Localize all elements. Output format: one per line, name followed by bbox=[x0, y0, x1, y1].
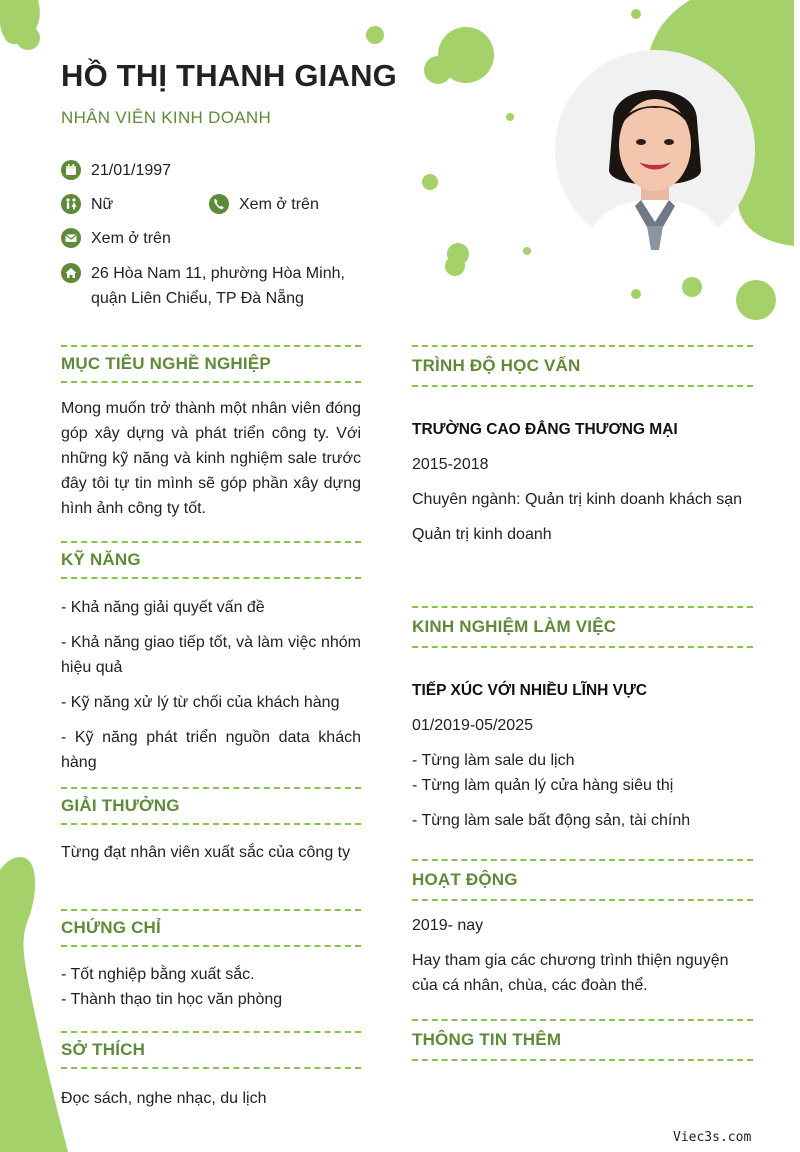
home-icon bbox=[61, 263, 81, 283]
gender-icon bbox=[61, 194, 81, 214]
activities-section bbox=[412, 859, 753, 998]
experience-period: 01/2019-05/2025 bbox=[412, 717, 533, 734]
skills-item: - Khả năng giao tiếp tốt, và làm việc nhóm hiệu quả bbox=[61, 634, 361, 676]
hobbies-section bbox=[61, 1031, 361, 1111]
email-text: Xem ở trên bbox=[91, 230, 171, 247]
certificate-item: - Thành thạo tin học văn phòng bbox=[61, 991, 283, 1008]
email-icon bbox=[61, 228, 81, 248]
address-line-1: 26 Hòa Nam 11, phường Hòa Minh, bbox=[91, 265, 345, 282]
additional-title: THÔNG TIN THÊM bbox=[412, 1019, 753, 1061]
birthday-row bbox=[61, 158, 171, 183]
candidate-name: HỒ THỊ THANH GIANG bbox=[61, 58, 397, 93]
skills-title: KỸ NĂNG bbox=[61, 541, 361, 579]
skills-item: - Khả năng giải quyết vấn đề bbox=[61, 599, 265, 616]
phone-text: Xem ở trên bbox=[239, 196, 319, 213]
experience-item: - Từng làm sale du lịch bbox=[412, 752, 575, 769]
skills-section bbox=[61, 541, 361, 775]
skills-item: - Kỹ năng xử lý từ chối của khách hàng bbox=[61, 694, 340, 711]
certificates-title: CHỨNG CHỈ bbox=[61, 909, 361, 947]
experience-heading: TIẾP XÚC VỚI NHIỀU LĨNH VỰC bbox=[412, 682, 648, 699]
experience-section bbox=[412, 606, 753, 833]
experience-item: - Từng làm sale bất động sản, tài chính bbox=[412, 812, 691, 829]
site-watermark: Viec3s.com bbox=[673, 1130, 752, 1145]
experience-item: - Từng làm quản lý cửa hàng siêu thị bbox=[412, 777, 674, 794]
education-major: Chuyên ngành: Quản trị kinh doanh khách sạn bbox=[412, 491, 743, 508]
activities-title: HOẠT ĐỘNG bbox=[412, 859, 753, 901]
additional-section bbox=[412, 1019, 753, 1061]
certificates-section bbox=[61, 909, 361, 1012]
phone-icon bbox=[209, 194, 229, 214]
birthday-text: 21/01/1997 bbox=[91, 162, 172, 179]
objective-text: Mong muốn trở thành một nhân viên đóng góp xây dựng và phát triển công ty. Với những kỹ năng và kinh nghiệm sale trước đây tôi tự tin mình sẽ góp phần xây dựng hình ảnh công ty tốt. bbox=[61, 400, 361, 517]
gender-text: Nữ bbox=[91, 196, 114, 213]
awards-text: Từng đạt nhân viên xuất sắc của công ty bbox=[61, 844, 351, 861]
objective-section bbox=[61, 345, 361, 521]
education-period: 2015-2018 bbox=[412, 456, 489, 473]
hobbies-title: SỞ THÍCH bbox=[61, 1031, 361, 1069]
school-name: TRƯỜNG CAO ĐẲNG THƯƠNG MẠI bbox=[412, 421, 678, 438]
email-row bbox=[61, 226, 171, 251]
education-section bbox=[412, 345, 753, 547]
calendar-icon bbox=[61, 160, 81, 180]
education-field: Quản trị kinh doanh bbox=[412, 526, 552, 543]
certificate-item: - Tốt nghiệp bằng xuất sắc. bbox=[61, 966, 255, 983]
address-row bbox=[61, 261, 345, 311]
experience-title: KINH NGHIỆM LÀM VIỆC bbox=[412, 606, 753, 648]
job-title: NHÂN VIÊN KINH DOANH bbox=[61, 108, 272, 127]
phone-row bbox=[209, 192, 319, 217]
hobbies-text: Đọc sách, nghe nhạc, du lịch bbox=[61, 1090, 267, 1107]
profile-photo bbox=[555, 50, 755, 250]
address-line-2: quận Liên Chiểu, TP Đà Nẵng bbox=[91, 290, 304, 307]
gender-row bbox=[61, 192, 113, 217]
activities-period: 2019- nay bbox=[412, 917, 484, 934]
awards-section bbox=[61, 787, 361, 865]
skills-item: - Kỹ năng phát triển nguồn data khách hàng bbox=[61, 729, 361, 771]
objective-title: MỤC TIÊU NGHỀ NGHIỆP bbox=[61, 345, 361, 383]
education-title: TRÌNH ĐỘ HỌC VẤN bbox=[412, 345, 753, 387]
activities-text: Hay tham gia các chương trình thiện nguyện của cá nhân, chùa, các đoàn thể. bbox=[412, 952, 729, 994]
awards-title: GIẢI THƯỞNG bbox=[61, 787, 361, 825]
